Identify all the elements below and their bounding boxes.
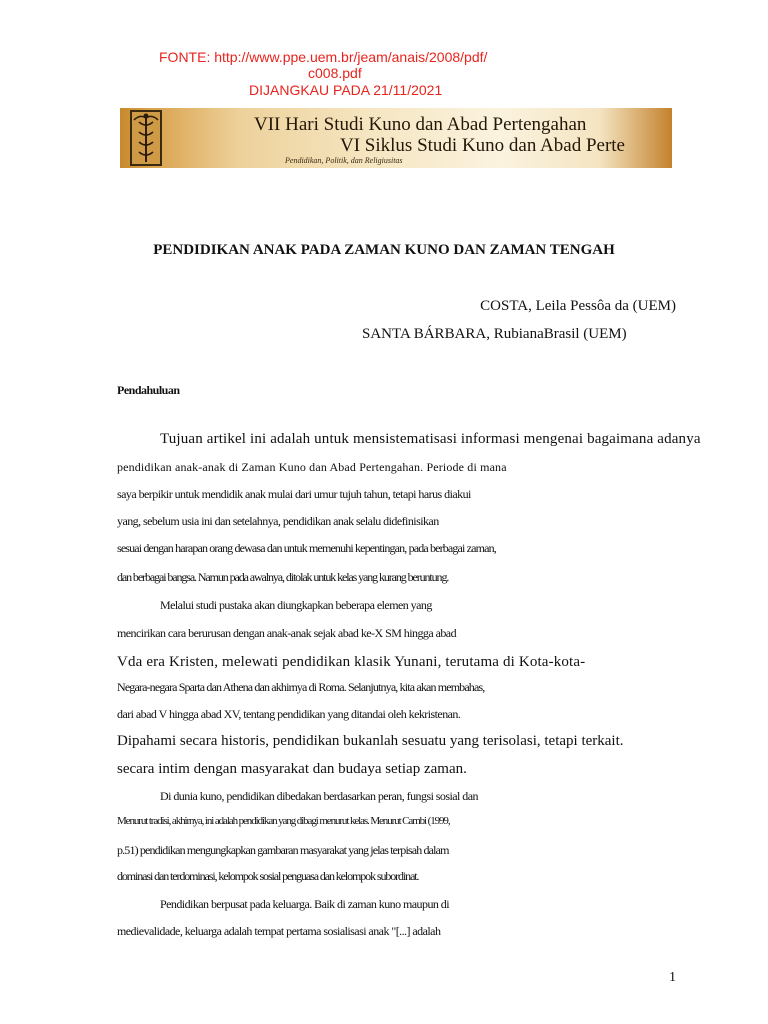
banner-title: VII Hari Studi Kuno dan Abad Pertengahan <box>254 114 587 135</box>
body-line: secara intim dengan masyarakat dan budaya setiap zaman. <box>117 761 467 777</box>
section-heading: Pendahuluan <box>117 383 180 397</box>
source-note-line: c008.pdf <box>308 65 362 81</box>
author-line: SANTA BÁRBARA, RubianaBrasil (UEM) <box>362 326 627 342</box>
body-line: Vda era Kristen, melewati pendidikan klasik Yunani, terutama di Kota-kota- <box>117 654 586 670</box>
author-line: COSTA, Leila Pessôa da (UEM) <box>480 298 676 314</box>
body-line: mencirikan cara berurusan dengan anak-anak sejak abad ke-X SM hingga abad <box>117 626 457 640</box>
caduceus-emblem-icon <box>130 110 162 166</box>
body-line: medievalidade, keluarga adalah tempat pertama sosialisasi anak "[...] adalah <box>117 924 441 938</box>
banner-subtitle: VI Siklus Studi Kuno dan Abad Perte <box>340 135 625 156</box>
conference-banner <box>120 108 672 168</box>
body-line: pendidikan anak-anak di Zaman Kuno dan Abad Pertengahan. Periode di mana <box>117 460 507 474</box>
access-date-note: DIJANGKAU PADA 21/11/2021 <box>249 82 443 98</box>
body-line: Di dunia kuno, pendidikan dibedakan berdasarkan peran, fungsi sosial dan <box>160 789 478 803</box>
banner-tagline: Pendidikan, Politik, dan Religiusitas <box>285 156 403 165</box>
body-line: Pendidikan berpusat pada keluarga. Baik di zaman kuno maupun di <box>160 897 450 911</box>
body-line: saya berpikir untuk mendidik anak mulai dari umur tujuh tahun, tetapi harus diakui <box>117 487 471 501</box>
page-number: 1 <box>669 970 676 985</box>
body-line: yang, sebelum usia ini dan setelahnya, pendidikan anak selalu didefinisikan <box>117 514 439 528</box>
body-line: Menurut tradisi, akhirnya, ini adalah pendidikan yang dibagi menurut kelas. Menurut Cambi (1999, <box>117 815 450 827</box>
body-line: dominasi dan terdominasi, kelompok sosial penguasa dan kelompok subordinat. <box>117 869 419 883</box>
paper-title: PENDIDIKAN ANAK PADA ZAMAN KUNO DAN ZAMAN TENGAH <box>153 242 615 258</box>
body-line: Dipahami secara historis, pendidikan bukanlah sesuatu yang terisolasi, tetapi terkait. <box>117 733 624 749</box>
body-line: Negara-negara Sparta dan Athena dan akhirnya di Roma. Selanjutnya, kita akan membahas, <box>117 680 485 694</box>
source-note-line: FONTE: http://www.ppe.uem.br/jeam/anais/2008/pdf/ <box>159 49 488 65</box>
body-line: dan berbagai bangsa. Namun pada awalnya, ditolak untuk kelas yang kurang beruntung. <box>117 570 449 584</box>
body-line: sesuai dengan harapan orang dewasa dan untuk memenuhi kepentingan, pada berbagai zaman, <box>117 541 496 555</box>
body-line: dari abad V hingga abad XV, tentang pendidikan yang ditandai oleh kekristenan. <box>117 707 461 721</box>
body-line: p.51) pendidikan mengungkapkan gambaran masyarakat yang jelas terpisah dalam <box>117 843 449 857</box>
body-line: Melalui studi pustaka akan diungkapkan beberapa elemen yang <box>160 598 432 612</box>
body-line: Tujuan artikel ini adalah untuk mensistematisasi informasi mengenai bagaimana adanya <box>160 431 701 447</box>
